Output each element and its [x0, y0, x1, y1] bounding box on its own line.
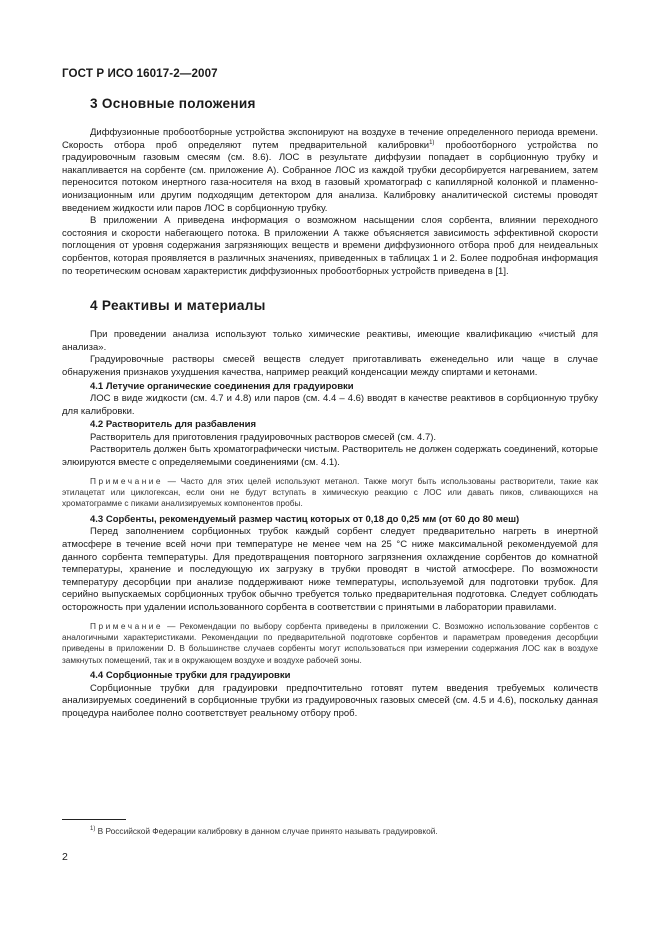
- footnote-divider: [62, 819, 126, 820]
- section-4-title: 4 Реактивы и материалы: [90, 298, 266, 314]
- note-1-text: — Часто для этих целей используют метанол. Также могут быть использованы растворители, такие как этилацетат или циклогексан, если они не будут вступать в химическую реакцию с ЛОС или давать пиков, сливающихся на хроматограмме с пиками анализируемых компонентов пробы.: [62, 475, 598, 509]
- document-body: [62, 96, 598, 721]
- section-gap: [62, 278, 598, 298]
- subsection-4-3-paragraph: Перед заполнением сорбционных трубок каждый сорбент следует предварительно нагреть в инертной атмосфере в течение всей ночи при температуре не менее чем на 25 °С ниже максимальной рекомендуемой для данного сорбента температуры. Для предотвращения повторного загрязнения охлаждение сорбентов до комнатной температуры, хранение и последующую их загрузку в трубки проводят в чистой атмосфере. По возможности температуру десорбции при анализе поддерживают ниже температуры, используемой для подготовки трубок. Для серийно выпускаемых сорбционных трубок обычно требуется только предварительная подготовка. Следует соблюдать осторожность при удалении использованного сорбента в соответствии с принятыми в лаборатории правилами.: [62, 526, 598, 614]
- section-3-paragraph-1-part-b: пробоотборного устройства по градуировочным газовым смесям (см. 8.6). ЛОС в результате диффузии попадает в сорбционную трубку и накапливается на сорбенте (см. приложение А). Собранное ЛОС из каждой трубки десорбируется нагреванием, затем переносится потоком инертного газа-носителя на вход в газовый хроматограф с капиллярной колонкой и пламенно-ионизационным или другим подходящим детектором для анализа. Калибровку аналитической системы проводят введением жидкости или паров ЛОС в сорбционную трубку.: [62, 139, 598, 214]
- note-1: [62, 476, 598, 510]
- subsection-4-2-title: 4.2 Растворитель для разбавления: [90, 419, 257, 431]
- section-4-paragraph-2: Градуировочные растворы смесей веществ следует приготавливать еженедельно или чаще в случае обнаружения признаков ухудшения качества, например реакций конденсации между спиртами и кетонами.: [62, 354, 598, 378]
- subsection-4-3-title: 4.3 Сорбенты, рекомендуемый размер частиц которых от 0,18 до 0,25 мм (от 60 до 80 меш): [90, 513, 520, 525]
- note-2: [62, 621, 598, 667]
- document-header: ГОСТ Р ИСО 16017-2—2007: [62, 67, 218, 80]
- footnote-reference[interactable]: 1): [429, 139, 435, 146]
- note-2-lead: Примечание: [90, 620, 164, 631]
- subsection-4-4-paragraph: Сорбционные трубки для градуировки предпочтительно готовят путем введения требуемых количеств анализируемых соединений в сорбционные трубки из градуировочных газовых смесей (см. 4.5 и 4.6), поскольку данная процедура наиболее полно соответствует реальному отбору проб.: [62, 682, 598, 720]
- section-3-title: 3 Основные положения: [90, 96, 256, 111]
- subsection-4-2-paragraph-1: Растворитель для приготовления градуировочных растворов смесей (см. 4.7).: [90, 431, 437, 443]
- subsection-4-1-paragraph: ЛОС в виде жидкости (см. 4.7 и 4.8) или паров (см. 4.4 – 4.6) вводят в качестве реактивов в сорбционную трубку для калибровки.: [62, 393, 598, 417]
- subsection-4-1-title: 4.1 Летучие органические соединения для градуировки: [90, 380, 354, 392]
- note-1-lead: Примечание: [90, 475, 164, 486]
- section-3-paragraph-2: В приложении А приведена информация о возможном насыщении слоя сорбента, влиянии переходного состояния и скорости набегающего потока. В приложении А также объясняется зависимость эффективной скорости поглощения от уровня содержания загрязняющих веществ и времени диффузионного отбора проб для неидеальных сорбентов, которая проявляется в различных значениях, приведенных в таблицах 1 и 2. Более подробная информация по теоретическим основам характеристик диффузионных пробоотборных устройств приведена в [1].: [62, 215, 598, 277]
- footnote-mark: 1): [90, 826, 96, 832]
- footnote: [90, 826, 598, 837]
- page-number: 2: [62, 851, 68, 863]
- footnote-text: В Российской Федерации калибровку в данном случае принято называть градуировкой.: [95, 826, 438, 836]
- subsection-4-2-paragraph-2: Растворитель должен быть хроматографически чистым. Растворитель не должен содержать соединений, которые элюируются вместе с определяемыми соединениями (см. 4.1).: [62, 444, 598, 469]
- section-4-paragraph-1: При проведении анализа используют только химические реактивы, имеющие квалификацию «чистый для анализа».: [62, 329, 598, 353]
- note-2-text: — Рекомендации по выбору сорбента приведены в приложении С. Возможно использование сорбентов с аналогичными характеристиками. Рекомендации по предварительной подготовке сорбентов и параметрам проведения десорбции приведены в приложении D. В большинстве случаев сорбенты могут использоваться при измерении содержания ЛОС как в воздухе замкнутых помещений, так и в окружающем воздухе и воздухе рабочей зоны.: [62, 620, 598, 665]
- section-3-paragraph-1-part-a: Диффузионные пробоотборные устройства экспонируют на воздухе в течение определенного периода времени. Скорость отбора проб определяют путем предварительной калибровки: [62, 127, 598, 151]
- section-3-paragraph-1: [62, 127, 598, 215]
- subsection-4-4-title: 4.4 Сорбционные трубки для градуировки: [90, 670, 291, 682]
